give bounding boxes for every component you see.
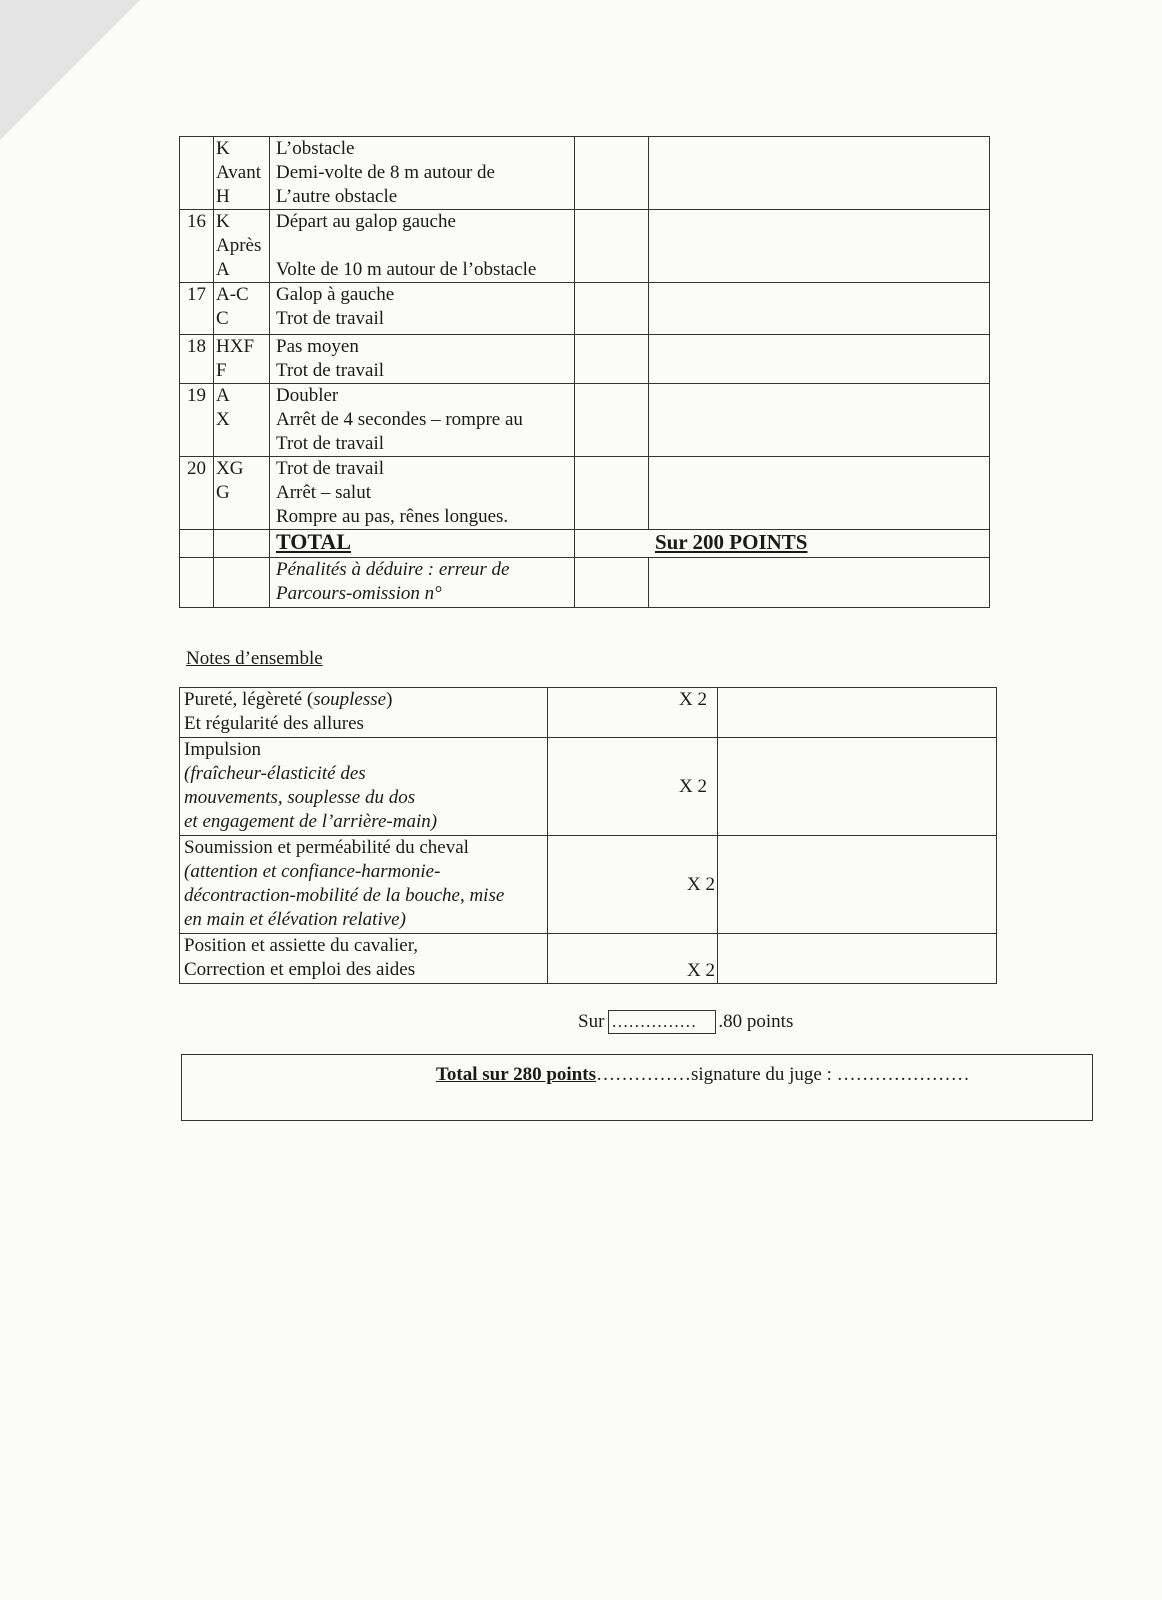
movement-number: 17 — [180, 283, 214, 335]
movement-letters — [214, 335, 270, 384]
score-cell[interactable] — [649, 335, 990, 384]
movement-description-line: Trot de travail — [276, 458, 385, 479]
movement-letters — [214, 457, 270, 530]
table-row — [180, 210, 990, 283]
movement-description-line: Pas moyen — [276, 336, 359, 357]
movement-letters — [214, 283, 270, 335]
folded-corner — [0, 0, 140, 140]
movement-letter: A — [216, 259, 230, 280]
movement-number: 20 — [180, 457, 214, 530]
empty-cell — [214, 558, 270, 608]
movement-letter: XG — [216, 458, 244, 479]
movement-number: 19 — [180, 384, 214, 457]
score-cell[interactable] — [649, 384, 990, 457]
movement-letter: A-C — [216, 284, 249, 305]
movement-letter: Avant — [216, 162, 262, 183]
movement-description-line: Galop à gauche — [276, 284, 395, 305]
movement-description-line: Rompre au pas, rênes longues. — [276, 506, 509, 527]
total-label-cell — [270, 530, 575, 558]
ensemble-coef: X 2 — [548, 738, 718, 836]
subtotal-suffix: .80 points — [718, 1011, 794, 1032]
ensemble-coef: X 2 — [548, 688, 718, 738]
movement-description-line: Arrêt de 4 secondes – rompre au — [276, 409, 523, 430]
empty-cell — [180, 530, 214, 558]
empty-cell — [214, 530, 270, 558]
ensemble-criterion: Soumission et perméabilité du cheval (attention et confiance-harmonie- décontraction-mobilité de la bouche, mise en main et élévation relative) — [180, 836, 548, 934]
ensemble-criterion: Impulsion (fraîcheur-élasticité des mouvements, souplesse du dos et engagement de l’arrière-main) — [180, 738, 548, 836]
penalties-row — [180, 558, 990, 608]
movement-description-line: L’obstacle — [276, 138, 355, 159]
table-row — [180, 384, 990, 457]
ensemble-row — [180, 836, 997, 934]
movement-description-line — [276, 234, 568, 258]
table-row — [180, 335, 990, 384]
ensemble-table — [179, 687, 997, 984]
movement-description-line: Départ au galop gauche — [276, 211, 456, 232]
movement-letter: G — [216, 482, 230, 503]
final-total-line — [436, 1064, 970, 1086]
movement-description-line: Demi-volte de 8 m autour de — [276, 162, 495, 183]
table-row — [180, 457, 990, 530]
ensemble-coef: X 2 — [548, 836, 718, 934]
penalties-line: Parcours-omission n° — [276, 583, 442, 604]
signature-field[interactable]: ………………… — [836, 1064, 970, 1085]
ensemble-criterion: Position et assiette du cavalier, Correction et emploi des aides — [180, 934, 548, 984]
ensemble-score-cell[interactable] — [718, 738, 997, 836]
ensemble-score-cell[interactable] — [718, 688, 997, 738]
final-total-label: Total sur 280 points — [436, 1064, 596, 1085]
movement-description-line: Arrêt – salut — [276, 482, 371, 503]
score-cell[interactable] — [649, 137, 990, 210]
score-cell[interactable] — [649, 210, 990, 283]
movement-description-line: Trot de travail — [276, 308, 385, 329]
empty-cell — [180, 558, 214, 608]
penalty-score-cell[interactable] — [649, 558, 990, 608]
movement-description — [270, 335, 575, 384]
movement-letters — [214, 384, 270, 457]
movement-number: 18 — [180, 335, 214, 384]
total-label: TOTAL — [276, 529, 351, 554]
movement-letter: K — [216, 138, 230, 159]
total-row — [180, 530, 990, 558]
ensemble-coef: X 2 — [548, 934, 718, 984]
movement-description-line: Trot de travail — [276, 360, 385, 381]
movement-letter: F — [216, 360, 227, 381]
total-sur-cell — [575, 530, 990, 558]
movement-description — [270, 137, 575, 210]
subtotal-80 — [578, 1010, 793, 1034]
movement-description — [270, 457, 575, 530]
coefficient-cell[interactable] — [575, 457, 649, 530]
score-cell[interactable] — [649, 283, 990, 335]
movement-description-line: Doubler — [276, 385, 339, 406]
table-row — [180, 283, 990, 335]
coefficient-cell[interactable] — [575, 137, 649, 210]
movement-letter: Après — [216, 235, 262, 256]
movement-description — [270, 210, 575, 283]
coefficient-cell[interactable] — [575, 335, 649, 384]
ensemble-row — [180, 738, 997, 836]
total-sur-label: Sur 200 POINTS — [655, 530, 808, 554]
subtotal-input-box[interactable]: …………… — [608, 1010, 716, 1034]
movement-letter: X — [216, 409, 230, 430]
signature-label: signature du juge : — [690, 1064, 837, 1085]
ensemble-score-cell[interactable] — [718, 934, 997, 984]
movement-letter: C — [216, 308, 229, 329]
movement-letter: A — [216, 385, 230, 406]
notes-heading: Notes d’ensemble — [186, 648, 323, 669]
coefficient-cell[interactable] — [575, 210, 649, 283]
ensemble-row — [180, 688, 997, 738]
ensemble-criterion: Pureté, légèreté (souplesse) Et régularité des allures — [180, 688, 548, 738]
movement-description-line: Trot de travail — [276, 433, 385, 454]
coefficient-cell[interactable] — [575, 283, 649, 335]
subtotal-prefix: Sur — [578, 1011, 605, 1032]
coefficient-cell[interactable] — [575, 384, 649, 457]
penalties-label — [270, 558, 575, 608]
movement-number — [180, 137, 214, 210]
movement-description-line: L’autre obstacle — [276, 186, 398, 207]
movement-letter: H — [216, 186, 230, 207]
penalties-line: Pénalités à déduire : erreur de — [276, 559, 510, 580]
final-total-box — [181, 1054, 1093, 1121]
movement-description — [270, 384, 575, 457]
movement-description-line: Volte de 10 m autour de l’obstacle — [276, 259, 537, 280]
movement-number: 16 — [180, 210, 214, 283]
movement-letter: HXF — [216, 336, 255, 357]
ensemble-row — [180, 934, 997, 984]
movement-description — [270, 283, 575, 335]
ensemble-score-cell[interactable] — [718, 836, 997, 934]
penalty-coef-cell[interactable] — [575, 558, 649, 608]
score-cell[interactable] — [649, 457, 990, 530]
movements-table — [179, 136, 990, 608]
movement-letters — [214, 137, 270, 210]
table-row — [180, 137, 990, 210]
movement-letter: K — [216, 211, 230, 232]
final-total-field[interactable]: …………… — [595, 1064, 691, 1085]
movement-letters — [214, 210, 270, 283]
